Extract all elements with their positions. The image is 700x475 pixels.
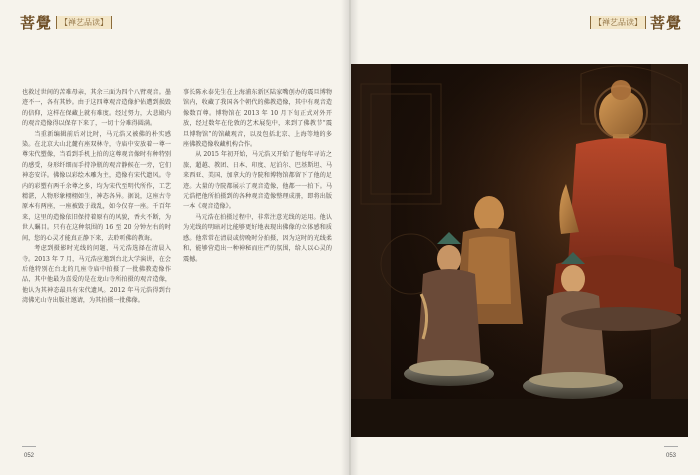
right-section-tag: 【禅艺品读】 (590, 16, 646, 29)
right-brand-logo: 菩覺 (649, 14, 682, 32)
left-page-number: 052 (24, 453, 35, 459)
paragraph: 从 2015 年初开始，马元浩又开始了他每年寻访之旅，超越、教团、日本、印度、尼泊尔、巴基斯坦、马来西亚、美国、加拿大的寺院和博物馆都留下了他的足迹。大量的寺院都展示了观音造像，他都一一拍下。马元浩把他所拍摄到的各种观音造像整理成册，即将出版一本《观音造像》。 (183, 151, 332, 211)
article-text (22, 88, 332, 433)
left-header (20, 12, 112, 33)
left-brand-logo: 菩覺 (20, 14, 53, 32)
left-section-tag: 【禅艺品读】 (56, 16, 112, 29)
buddha-statues-photo (351, 64, 688, 437)
article-column-1 (22, 88, 171, 433)
paragraph: 也救过世间的苦难母亲，其余三面为四个八臂观音。墨迹不一，各有其妙。由于这四尊观音造像护佑遭到损毁的信仰，这样在保藏上就有难度。经过努力，大悲殿内的观音造像得以保存下来了，一切十分难得圆满。 (22, 89, 171, 128)
left-page (0, 0, 349, 475)
paragraph: 马元浩在拍摄过程中，非常注意光线的运用。他认为光线的明暗对比能够更好地表现出佛像的立体感和质感。他常常在清晨或傍晚时分拍摄，因为这时的光线柔和，能够营造出一种神秘而庄严的氛围，给人以心灵的震撼。 (183, 213, 332, 263)
paragraph: 考虑到摄影时光线的问题，马元浩选择在清晨入寺。2013 年 7 月，马元浩应邀到台北大学演讲，在会后他特别在台北的几座寺庙中拍摄了一批佛教造像作品，其中他最为喜爱的是在龙山寺所拍摄的观音造像，他认为其神态最具有宋代遗风。2012 年马元浩得到台湾佛光山寺出版社邀请，为其拍摄一批佛像。 (22, 245, 171, 305)
article-column-2 (183, 88, 332, 433)
right-header (590, 12, 682, 33)
right-footer-rule (664, 446, 678, 447)
paragraph: 事长陈永泰先生在上海浦东新区陆家嘴创办的震旦博物馆内，收藏了我国各个朝代的佛教造像，其中有观音造像数百尊。博物馆在 2013 年 10 月下旬正式对外开放，经过数年在伦敦的艺术展览中，来到了佛教节“震旦博物馆”的馆藏观音，以及包括北京、上海等地的多座佛教造像收藏机构合作。 (183, 89, 332, 149)
right-page-number: 053 (665, 453, 676, 459)
paragraph: 当重新编辑前后对比时，马元浩又被佛的朴实感染。在北京大山北麓有座双林寺，寺庙中安放着一尊一尊宋代塑像，当看到手机上拍的这尊观音像时有种特别的感受，身形纤细而手持净瓶的观音静候在一旁，它们神态安详。佛像以彩绘木雕为主，造像有宋代遗风。寺内的彩塑有两千余尊之多，均为宋代至明代所作，工艺精湛，人物形象栩栩如生，神态各异。据说，这座古寺原本有两座，一座被毁于战乱，如今仅存一座。千百年来，这里的造像依旧保持着原有的风貌，香火不断，为世人瞩目。只有在这种氛围的 16 至 20 分钟左右的时间，您的心灵才能真正静下来，去聆听佛的教诲。 (22, 130, 171, 242)
left-footer-rule (22, 446, 36, 447)
